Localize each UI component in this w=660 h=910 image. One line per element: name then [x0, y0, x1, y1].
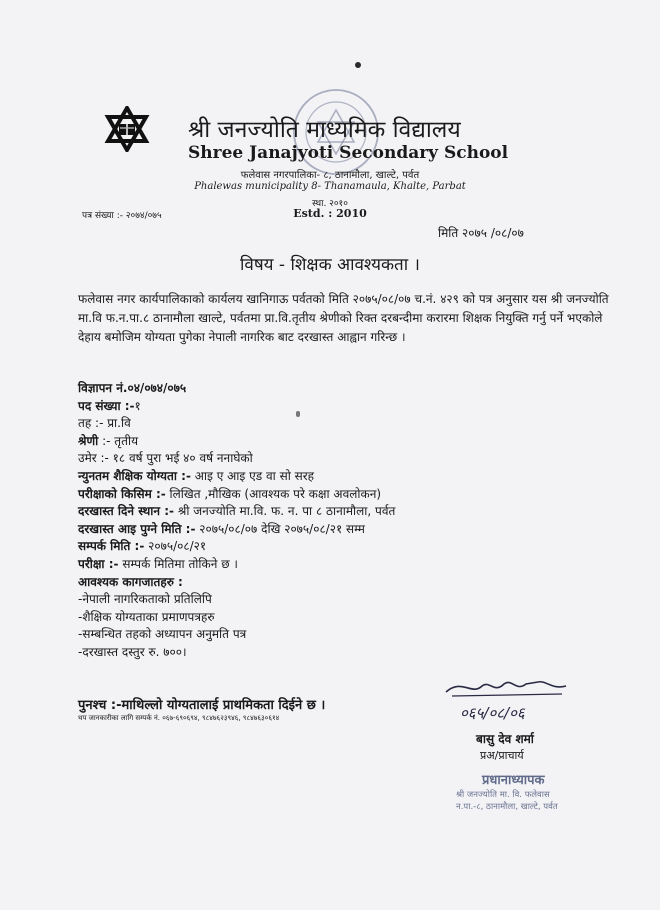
detail-line: पद संख्या :-१ — [78, 398, 141, 413]
reference-number: पत्र संख्या :- २०७४/०७५ — [82, 211, 162, 221]
established-nepali: स्था. २०१० — [312, 199, 348, 209]
school-star-logo-icon — [104, 106, 150, 152]
stamp-line: न.पा.-८, ठानामौला, खाल्टे, पर्वत — [456, 802, 558, 812]
paper-speck — [355, 62, 361, 68]
detail-line: सम्पर्क मिति :- २०७५/०८/२१ — [78, 539, 207, 554]
detail-line: विज्ञापन नं.०४/०७४/०७५ — [78, 381, 187, 395]
established-english: Estd. : 2010 — [293, 207, 367, 220]
detail-line: -सम्बन्धित तहको अध्यापन अनुमति पत्र — [78, 627, 247, 642]
signatory-title: प्रअ/प्राचार्य — [480, 749, 524, 762]
detail-line: परीक्षा :- सम्पर्क मितिमा तोकिने छ । — [78, 556, 238, 571]
letter-date: मिति २०७५ /०८/०७ — [438, 226, 524, 240]
subject-line: विषय - शिक्षक आवश्यकता । — [239, 255, 420, 275]
vacancy-details — [78, 380, 395, 662]
detail-line: दरखास्त आइ पुग्ने मिति :- २०७५/०८/०७ देखि २०७५/०८/२१ सम्म — [78, 521, 365, 536]
stamp-title: प्रधानाध्यापक — [482, 773, 545, 788]
postscript: पुनश्च :-माथिल्लो योग्यतालाई प्राथमिकता दिईने छ । — [78, 698, 326, 713]
detail-line: -दरखास्त दस्तुर रु. ७००। — [78, 644, 187, 659]
school-name-english: Shree Janajyoti Secondary School — [188, 143, 509, 163]
detail-line: -नेपाली नागरिकताको प्रतिलिपि — [78, 592, 212, 607]
address-nepali: फलेवास नगरपालिका- ८, ठानामौला, खाल्टे, पर्वत — [240, 170, 420, 181]
detail-line: -शैक्षिक योग्यताका प्रमाणपत्रहरु — [78, 609, 215, 624]
svg-text:०६५/०८/०६: ०६५/०८/०६ — [460, 704, 525, 722]
detail-line: आवश्यक कागजातहरु : — [78, 574, 183, 589]
address-english: Phalewas municipality 8- Thanamaula, Khalte, Parbat — [194, 181, 466, 192]
detail-line: न्युनतम शैक्षिक योग्यता :- आइ ए आइ एड वा सो सरह — [78, 468, 315, 483]
signatory-name: बासु देव शर्मा — [476, 732, 534, 746]
detail-line: परीक्षाको किसिम :- लिखित ,मौखिक (आवश्यक परे कक्षा अवलोकन) — [78, 486, 382, 501]
detail-line: उमेर :- १८ वर्ष पुरा भई ४० वर्ष ननाघेको — [78, 451, 253, 466]
signature-icon — [442, 676, 572, 724]
body-paragraph: फलेवास नगर कार्यपालिकाको कार्यलय खानिगाऊ पर्वतको मिति २०७५/०८/०७ च.नं. ४२९ को पत्र अनुसार यस श्री जनज्योति मा.वि फ.न.पा.८ ठानामौला खाल्टे, पर्वतमा प्रा.वि.तृतीय श्रेणीको रिक्त दरबन्दीमा करारमा शिक्षक नियुक्ति गर्नु पर्ने भएकोले देहाय बमोजिम योग्यता पुगेका नेपाली नागरिक बाट दरखास्त आह्वान गरिन्छ । — [78, 292, 609, 344]
stamp-line: श्री जनज्योति मा. वि. फलेवास — [456, 790, 550, 800]
school-name-nepali: श्री जनज्योति माध्यमिक विद्यालय — [188, 117, 461, 143]
contact-note: थप जानकारीका लागि सम्पर्क नं. ०६७-६९०६९४, ९८४७६२३९४६, ९८४७६३०६१४ — [78, 714, 280, 722]
detail-line: तह :- प्रा.वि — [78, 416, 131, 431]
detail-line: दरखास्त दिने स्थान :- श्री जनज्योति मा.वि. फ. न. पा ८ ठानामौला, पर्वत — [78, 504, 396, 519]
detail-line: श्रेणी :- तृतीय — [78, 433, 139, 448]
